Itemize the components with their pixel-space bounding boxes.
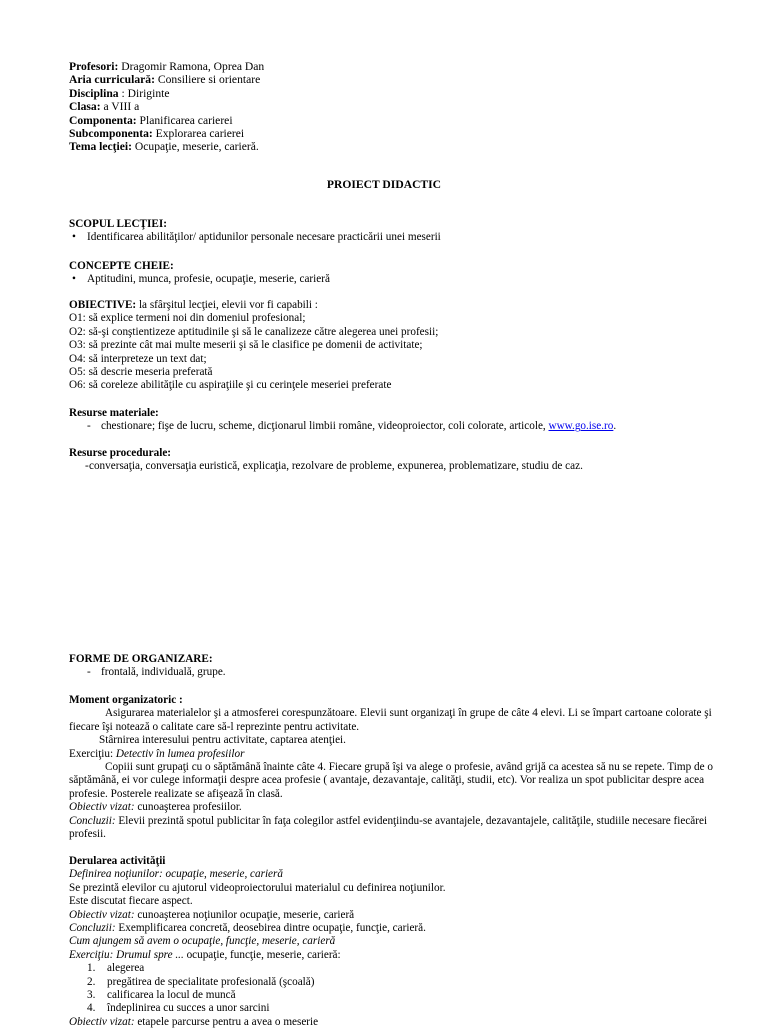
derulare-line-1: Se prezintă elevilor cu ajutorul videoproiectorului materialul cu definirea noţiunilor. (69, 881, 446, 894)
objective-item: O3: să prezinte cât mai multe meserii şi să le clasifice pe domenii de activitate; (69, 339, 423, 352)
objective-item: O5: să descrie meseria preferată (69, 366, 213, 379)
objective-item: O2: să-şi conştientizeze aptitudinile şi să le canalizeze către alegerea unei profesii; (69, 325, 439, 338)
section-concepte (69, 260, 729, 287)
forme-heading: FORME DE ORGANIZARE: (69, 653, 213, 665)
scop-item: • Identificarea abilităţilor/ aptidunilor personale necesare practicării unei meserii (69, 231, 729, 244)
header-aria: Aria curriculară: Consiliere si orientare (69, 73, 261, 87)
header-componenta: Componenta: Planificarea carierei (69, 113, 233, 127)
moment-paragraph-1: Asigurarea materialelor şi a atmosferei corespunzătoare. Elevii sunt organizaţi în grupe de câte 4 elevi. Li se împart cartoane colorate şi fiecare îşi notează o calitate care să-l reprezinte pentru activitate. (69, 707, 712, 733)
moment-conclusion: Concluzii: Elevii prezintă spotul publicitar în faţa colegilor astfel evidenţiindu-se avantajele, dezavantajele, calităţile, studiile necesare fiecărei profesii. (69, 814, 708, 841)
obiective-heading-line: OBIECTIVE: la sfârşitul lecţiei, elevii vor fi capabili : (69, 299, 318, 311)
moment-exercise: Exerciţiu: Detectiv în lumea profesiilor (69, 747, 245, 760)
moment-heading: Moment organizatoric : (69, 694, 183, 706)
list-item: 4. îndeplinirea cu succes a unor sarcini (87, 1002, 270, 1015)
objective-item: O4: să interpreteze un text dat; (69, 352, 207, 365)
header-profesori: Profesori: Dragomir Ramona, Oprea Dan (69, 60, 265, 73)
derulare-objective-2: Obiectiv vizat: etapele parcurse pentru a avea o meserie (69, 1015, 319, 1028)
list-item: 1. alegerea (87, 962, 145, 975)
list-item: 2. pregătirea de specialitate profesională (şcoală) (87, 975, 315, 988)
derulare-conclusion: Concluzii: Exemplificarea concretă, deosebirea dintre ocupaţie, funcţie, carieră. (69, 922, 426, 935)
derulare-question: Cum ajungem să avem o ocupaţie, funcţie, meserie, carieră (69, 935, 336, 948)
section-scop (69, 218, 729, 245)
section-resurse-materiale (69, 407, 729, 434)
moment-paragraph-3: Copiii sunt grupaţi cu o săptămână înainte câte 4. Fiecare grupă îşi va alege o profesie, având grijă ca acestea să nu se repete. Timp de o săptămână, ei vor culege informaţii despre acea profesie ( avantaje, dezavantaje, calităţi, studii, etc). Vor realiza un spot publicitar despre acea profesie. Posterele realizate se afişează în clasă. (69, 761, 713, 800)
derulare-heading: Derularea activităţii (69, 855, 166, 867)
resurse-materiale-heading: Resurse materiale: (69, 407, 159, 419)
moment-paragraph-2: Stârnirea interesului pentru activitate, captarea atenţiei. (99, 734, 346, 747)
header-disciplina: Disciplina : Diriginte (69, 86, 170, 100)
concepte-heading: CONCEPTE CHEIE: (69, 260, 174, 272)
resurse-procedurale-heading: Resurse procedurale: (69, 447, 172, 459)
objective-item: O6: să coreleze abilităţile cu aspiraţiile şi cu cerinţele meseriei preferate (69, 379, 392, 392)
header-subcomponenta: Subcomponenta: Explorarea carierei (69, 127, 245, 141)
resurse-procedurale-item: - conversaţia, conversaţia euristică, explicaţia, rezolvare de probleme, expunerea, problematizare, studiu de caz. (69, 460, 729, 473)
section-moment (69, 694, 729, 841)
scop-heading: SCOPUL LECŢIEI: (69, 218, 167, 230)
list-item: 3. calificarea la locul de muncă (87, 989, 236, 1002)
section-forme (69, 653, 729, 680)
objective-item: O1: să explice termeni noi din domeniul profesional; (69, 312, 306, 325)
moment-objective: Obiectiv vizat: cunoaşterea profesiilor. (69, 801, 242, 814)
derulare-exercise: Exerciţiu: Drumul spre ... ocupaţie, funcţie, meserie, carieră: (69, 948, 341, 961)
page-title-wrap (0, 178, 768, 192)
section-derulare (69, 855, 729, 1029)
section-resurse-procedurale (69, 447, 729, 474)
header-clasa: Clasa: a VIII a (69, 100, 140, 114)
section-obiective (69, 299, 729, 393)
lesson-header (69, 60, 729, 154)
forme-item: - frontală, individuală, grupe. (69, 666, 729, 679)
derulare-line-2: Este discutat fiecare aspect. (69, 895, 193, 908)
page-title: PROIECT DIDACTIC (326, 178, 442, 191)
resurse-materiale-item: - chestionare; fişe de lucru, scheme, dicţionarul limbii române, videoproiector, coli colorate, articole, www.go.ise.ro. (69, 420, 729, 433)
derulare-objective: Obiectiv vizat: cunoaşterea noţiunilor ocupaţie, meserie, carieră (69, 908, 355, 921)
header-tema: Tema lecţiei: Ocupaţie, meserie, carieră. (69, 140, 259, 154)
derulare-subheading: Definirea noţiunilor: ocupaţie, meserie, carieră (69, 868, 283, 881)
go-ise-link[interactable]: www.go.ise.ro (548, 420, 614, 433)
concepte-item: • Aptitudini, munca, profesie, ocupaţie, meserie, carieră (69, 273, 729, 286)
